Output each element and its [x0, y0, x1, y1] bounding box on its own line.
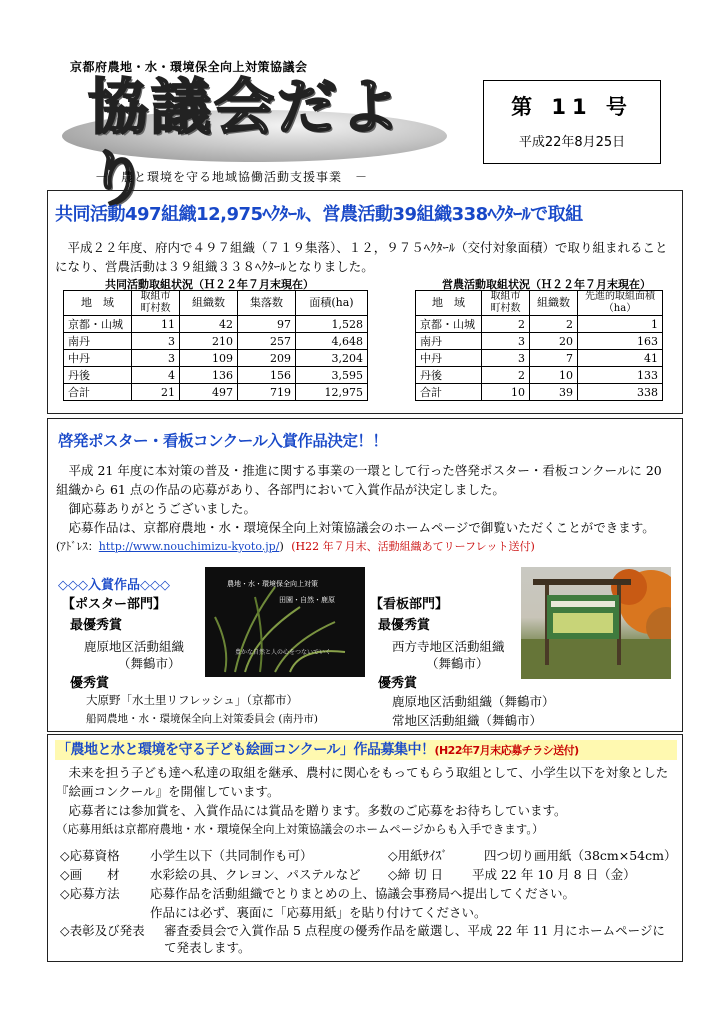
- table2-header: 取組市町村数: [482, 291, 530, 316]
- section2-title: 啓発ポスター・看板コンクール入賞作品決定！！: [58, 432, 388, 450]
- table-cell: 合計: [416, 384, 482, 401]
- table-cell: 1,528: [296, 316, 368, 333]
- award-label: ◇表彰及び発表: [60, 923, 145, 938]
- table1-header: 組織数: [180, 291, 238, 316]
- award-announcement: 審査委員会で入賞作品 5 点程度の優秀作品を厳選し、平成 22 年 11 月にホームページにて発表します。: [164, 923, 665, 955]
- poster-image-text: 豊かな自然と人の心をつないでいく: [235, 649, 332, 656]
- table-cell: 3: [132, 333, 180, 350]
- paper-size-value: 四つ切り画用紙（38cm×54cm）: [484, 848, 677, 863]
- section3-paragraph: 応募者には参加賞を、入賞作品には賞品を贈ります。多数のご応募をお待ちしています。: [56, 803, 567, 818]
- poster-best-award: 最優秀賞: [70, 618, 123, 633]
- table-cell: 京都・山城: [416, 316, 482, 333]
- eligibility-value: 小学生以下（共同制作も可）: [150, 848, 313, 863]
- table-cell: 3: [482, 333, 530, 350]
- table-row: [64, 384, 368, 401]
- table-farming-activity: [415, 290, 663, 401]
- section1-body: 平成２２年度、府内で４９７組織（７１９集落）、１２，９７５ﾍｸﾀｰﾙ（交付対象面積）で取り組まれることになり、営農活動は３９組織３３８ﾍｸﾀｰﾙとなりました。: [55, 240, 668, 274]
- board-best-award: 最優秀賞: [378, 618, 431, 633]
- homepage-link[interactable]: http://www.nouchimizu-kyoto.jp/: [98, 540, 280, 553]
- table-cell: 11: [132, 316, 180, 333]
- section3-title-bar: [55, 740, 677, 760]
- poster-dept: 【ポスター部門】: [62, 597, 167, 612]
- table-cell: 97: [238, 316, 296, 333]
- table-cell: 合計: [64, 384, 132, 401]
- table1-header: 面積(ha): [296, 291, 368, 316]
- table-cell: 丹後: [416, 367, 482, 384]
- poster-best-city: （舞鶴市）: [118, 656, 181, 671]
- method-label: ◇応募方法: [60, 886, 120, 901]
- table-joint-activity: [63, 290, 368, 401]
- table-cell: 中丹: [64, 350, 132, 367]
- section2-paragraph: 平成 21 年度に本対策の普及・推進に関する事業の一環として行った啓発ポスター・看板コンクールに 20 組織から 61 点の作品の応募があり、各部門において入賞作品が決定しました。: [56, 463, 662, 497]
- table-row: [416, 367, 663, 384]
- board-excellent-1: 鹿原地区活動組織（舞鶴市）: [392, 694, 555, 709]
- table-cell: 3,204: [296, 350, 368, 367]
- table-cell: 21: [132, 384, 180, 401]
- table-cell: 20: [530, 333, 578, 350]
- poster-best-name: 鹿原地区活動組織: [84, 639, 185, 654]
- table1-header: 取組市町村数: [132, 291, 180, 316]
- paper-size-label: ◇用紙ｻｲｽﾞ: [388, 848, 448, 863]
- table-cell: 3: [482, 350, 530, 367]
- issue-box: [483, 80, 661, 164]
- table-cell: 12,975: [296, 384, 368, 401]
- table-row: [416, 350, 663, 367]
- poster-image-text: 農地・水・環境保全向上対策: [227, 580, 318, 588]
- address-line: [56, 537, 678, 556]
- table2-header: 先進的取組面積（ha）: [578, 291, 663, 316]
- poster-excellent-2: 船岡農地・水・環境保全向上対策委員会 (南丹市): [86, 713, 319, 725]
- medium-value: 水彩絵の具、クレヨン、パステルなど: [150, 867, 361, 882]
- section1-title: 共同活動497組織12,975ﾍｸﾀｰﾙ、営農活動39組織338ﾍｸﾀｰﾙで取組: [55, 204, 583, 225]
- table-row: [64, 350, 368, 367]
- board-best-city: （舞鶴市）: [426, 656, 489, 671]
- issue-date: 平成22年8月25日: [518, 135, 626, 150]
- table-cell: 3: [132, 350, 180, 367]
- table-cell: 10: [530, 367, 578, 384]
- table-cell: 10: [482, 384, 530, 401]
- section2-paragraph: 応募作品は、京都府農地・水・環境保全向上対策協議会のホームページで御覧いただくことができます。: [56, 520, 655, 535]
- poster-image-text: 田園・自然・鹿原: [279, 596, 335, 604]
- poster-excellent-1: 大原野「水土里リフレッシュ」（京都市）: [86, 693, 298, 707]
- table-cell: 210: [180, 333, 238, 350]
- table-cell: 3,595: [296, 367, 368, 384]
- address-label: (ｱﾄﾞﾚｽ：: [56, 540, 99, 553]
- table-cell: 南丹: [64, 333, 132, 350]
- section2-paragraph: 御応募ありがとうございました。: [56, 501, 257, 516]
- signboard-illustration: [521, 567, 671, 679]
- table-cell: 2: [482, 367, 530, 384]
- table-cell: 1: [578, 316, 663, 333]
- eligibility-label: ◇応募資格: [60, 848, 120, 863]
- address-close: ): [279, 540, 284, 553]
- table-row: [416, 384, 663, 401]
- table-cell: 39: [530, 384, 578, 401]
- method-line-2: 作品には必ず、裏面に「応募用紙」を貼り付けてください。: [150, 905, 487, 920]
- logo-text: 協議会だより: [88, 73, 403, 215]
- method-line-1: 応募作品を活動組織でとりまとめの上、協議会事務局へ提出してください。: [150, 886, 576, 901]
- table2-caption: 営農活動取組状況（Ｈ２２年７月末現在）: [442, 278, 651, 291]
- signboard-photo: [521, 567, 671, 679]
- leaflet-note: (H22 年７月末、活動組織あてリーフレット送付): [291, 540, 535, 553]
- deadline-label: ◇締 切 日: [388, 867, 444, 882]
- table-cell: 209: [238, 350, 296, 367]
- prize-title: ◇◇◇入賞作品◇◇◇: [58, 578, 170, 593]
- section3-paragraph: 未来を担う子ども達へ私達の取組を継承、農村に関心をもってもらう取組として、小学生以下を対象とした『絵画コンクール』を開催しています。: [56, 765, 669, 799]
- section3-body: [56, 763, 678, 839]
- board-excellent-2: 常地区活動組織（舞鶴市）: [392, 713, 543, 728]
- section3-paragraph: （応募用紙は京都府農地・水・環境保全向上対策協議会のホームページからも入手できます。）: [56, 822, 544, 836]
- table-cell: 497: [180, 384, 238, 401]
- table-row: [64, 367, 368, 384]
- table-cell: 338: [578, 384, 663, 401]
- table1-header: 集落数: [238, 291, 296, 316]
- table2-header: 組織数: [530, 291, 578, 316]
- section3-title-note: (H22年7月末応募チラシ送付): [434, 744, 579, 757]
- subtitle: － 農と環境を守る地域協働活動支援事業 －: [95, 170, 369, 184]
- table-cell: 156: [238, 367, 296, 384]
- table1-caption: 共同活動取組状況（Ｈ２２年７月末現在）: [105, 278, 314, 291]
- table-cell: 4: [132, 367, 180, 384]
- table-row: [64, 316, 368, 333]
- deadline-value: 平成 22 年 10 月 8 日（金）: [472, 867, 636, 882]
- table-cell: 7: [530, 350, 578, 367]
- board-dept: 【看板部門】: [370, 597, 449, 612]
- table1-header: 地 域: [64, 291, 132, 316]
- poster-excellent-award: 優秀賞: [70, 676, 110, 691]
- table-cell: 2: [530, 316, 578, 333]
- table-cell: 42: [180, 316, 238, 333]
- section2-body: [56, 461, 678, 556]
- table-cell: 109: [180, 350, 238, 367]
- section3-title: 「農地と水と環境を守る子ども絵画コンクール」作品募集中！: [57, 742, 435, 758]
- table-row: [64, 333, 368, 350]
- table-cell: 719: [238, 384, 296, 401]
- table-cell: 2: [482, 316, 530, 333]
- table-cell: 4,648: [296, 333, 368, 350]
- table-cell: 丹後: [64, 367, 132, 384]
- table-row: [416, 333, 663, 350]
- table2-header: 地 域: [416, 291, 482, 316]
- table-cell: 南丹: [416, 333, 482, 350]
- table-cell: 133: [578, 367, 663, 384]
- board-best-name: 西方寺地区活動組織: [392, 639, 505, 654]
- table-cell: 京都・山城: [64, 316, 132, 333]
- board-excellent-award: 優秀賞: [378, 676, 418, 691]
- table-row: [416, 316, 663, 333]
- table-cell: 163: [578, 333, 663, 350]
- table-cell: 136: [180, 367, 238, 384]
- table-cell: 257: [238, 333, 296, 350]
- table-cell: 41: [578, 350, 663, 367]
- table-cell: 中丹: [416, 350, 482, 367]
- poster-artwork-image: [205, 567, 365, 677]
- organization-name: 京都府農地・水・環境保全向上対策協議会: [70, 60, 308, 74]
- issue-number: 第 11 号: [511, 95, 633, 119]
- medium-label: ◇画 材: [60, 867, 120, 882]
